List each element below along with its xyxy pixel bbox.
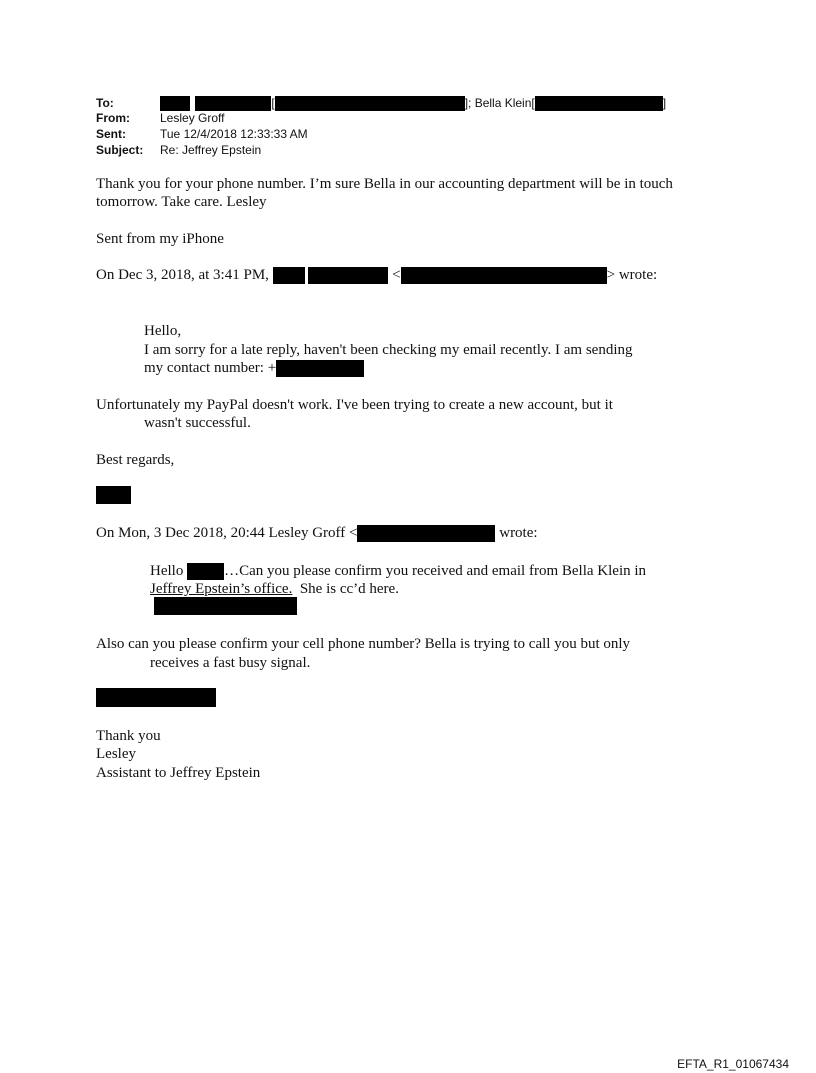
- quote-header-suffix: > wrote:: [606, 267, 658, 283]
- quote-header-1: [96, 266, 657, 284]
- email-header: [96, 96, 736, 160]
- quote-header-2: [96, 524, 538, 542]
- body-line: receives a fast busy signal.: [150, 655, 311, 671]
- body-line: Also can you please confirm your cell phone number? Bella is trying to call you but only: [96, 636, 631, 652]
- redaction-block: [276, 360, 364, 377]
- redaction-block: [96, 486, 131, 504]
- to-label: To:: [96, 96, 114, 110]
- quoted-hello: Hello: [150, 563, 184, 579]
- subject-label: Subject:: [96, 143, 144, 157]
- quote-header-prefix: On Dec 3, 2018, at 3:41 PM,: [96, 267, 269, 283]
- office-link[interactable]: Jeffrey Epstein’s office.: [150, 581, 293, 597]
- from-value: Lesley Groff: [160, 111, 225, 125]
- redaction-block: [401, 267, 607, 284]
- quoted-text: …Can you please confirm you received and email from Bella Klein in: [224, 563, 647, 579]
- sent-value: Tue 12/4/2018 12:33:33 AM: [160, 127, 308, 141]
- redaction-block: [308, 267, 388, 284]
- redaction-block: [357, 525, 495, 542]
- body-line: Unfortunately my PayPal doesn't work. I've been trying to create a new account, but it: [96, 397, 613, 413]
- signature-name: Lesley: [96, 746, 136, 762]
- signature-title: Assistant to Jeffrey Epstein: [96, 765, 261, 781]
- body-line: wasn't successful.: [144, 415, 251, 431]
- quoted-line: [150, 580, 399, 598]
- redaction-block: [187, 563, 224, 580]
- redaction-block: [275, 96, 465, 111]
- best-regards: Best regards,: [96, 452, 175, 468]
- redaction-block: [96, 688, 216, 707]
- to-bracket-close: ]: [662, 96, 667, 110]
- redaction-block: [273, 267, 305, 284]
- subject-value: Re: Jeffrey Epstein: [160, 143, 262, 157]
- to-separator-bella-klein: ]; Bella Klein[: [464, 96, 535, 110]
- reply-line: I am sorry for a late reply, haven't been checking my email recently. I am sending: [144, 342, 633, 358]
- quoted-text: She is cc’d here.: [292, 581, 399, 597]
- to-bracket-open: [: [271, 96, 275, 110]
- reply-hello: Hello,: [144, 323, 182, 339]
- redaction-block: [195, 96, 271, 111]
- sent-label: Sent:: [96, 127, 126, 141]
- from-label: From:: [96, 111, 130, 125]
- sent-from-line: Sent from my iPhone: [96, 231, 224, 247]
- quoted-line: [150, 562, 646, 580]
- reply-line: [144, 359, 364, 377]
- to-value: [160, 96, 666, 111]
- redaction-block: [154, 597, 297, 615]
- thank-you: Thank you: [96, 728, 161, 744]
- body-line: Thank you for your phone number. I’m sure Bella in our accounting department will be in touch: [96, 176, 673, 192]
- quote-header-lt: <: [392, 267, 401, 283]
- body-line: tomorrow. Take care. Lesley: [96, 194, 267, 210]
- document-id: EFTA_R1_01067434: [677, 1057, 789, 1071]
- quote-header-suffix: wrote:: [499, 525, 538, 541]
- redaction-block: [535, 96, 663, 111]
- contact-number-label: my contact number: +: [144, 360, 277, 376]
- quote-header-prefix: On Mon, 3 Dec 2018, 20:44 Lesley Groff <: [96, 525, 358, 541]
- redaction-block: [160, 96, 190, 111]
